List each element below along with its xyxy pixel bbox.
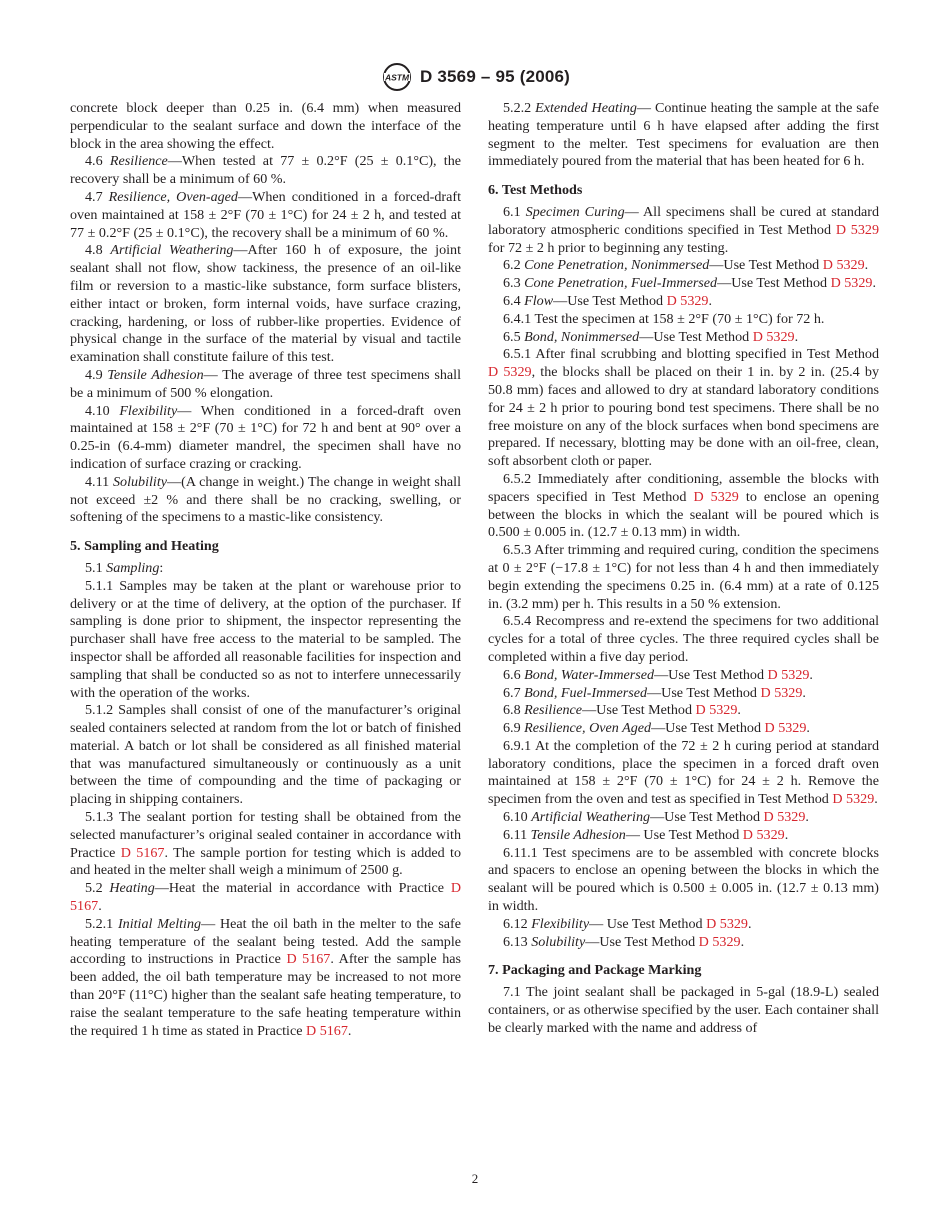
paragraph-4-8: 4.8 Artificial Weathering—After 160 h of exposure, the joint sealant shall not flow, show tackiness, the presence of an oil-like film or reversion to a mastic-like substance, form surface blisters, either intact or broken, form internal voids, have surface crazing, cracking, hardening, or loss of rubber-like properties. Evidence of physical change in the surface of the material by visual and tactile examination shall constitute failure of this test. [70,242,461,366]
page-number: 2 [471,1171,479,1186]
left-column [70,100,461,1040]
paragraph-5-1-1: 5.1.1 Samples may be taken at the plant or warehouse prior to delivery or at the time of delivery, at the option of the purchaser. If sampling is done prior to shipment, the inspector representing the purchaser shall have free access to the material to be sampled. The inspector shall be afforded all reasonable facilities for inspection and sampling that shall be conducted so as not to interfere unnecessarily with the operation of the works. [70,577,461,701]
link-d5329[interactable]: D 5329 [830,275,873,292]
link-d5329[interactable]: D 5329 [752,328,795,345]
paragraph-6-5-1: 6.5.1 After final scrubbing and blotting specified in Test Method D 5329, the blocks shall be placed on their 1 in. by 2 in. (25.4 by 50.8 mm) faces and allowed to dry at standard laboratory conditions for 24 ± 2 h prior to pouring bond test specimens. There shall be no free moisture on any of the block surfaces when bond specimens are prepared. If necessary, blotting may be done with an oil-free, clean, soft absorbent cloth or paper. [488,346,879,470]
paragraph-6-12: 6.12 Flexibility— Use Test Method D 5329. [503,915,752,932]
paragraph-5-1: 5.1 Sampling: [85,559,164,576]
link-d5329[interactable]: D 5329 [832,791,875,808]
paragraph-6-1: 6.1 Specimen Curing— All specimens shall be cured at standard laboratory atmospheric conditions specified in Test Method D 5329 for 72 ± 2 h prior to beginning any testing. [488,203,880,256]
paragraph-6-2: 6.2 Cone Penetration, Nonimmersed—Use Test Method D 5329. [503,257,869,274]
paragraph-6-6: 6.6 Bond, Water-Immersed—Use Test Method D 5329. [503,666,813,683]
right-column [488,100,879,1038]
paragraph-6-3: 6.3 Cone Penetration, Fuel-Immersed—Use Test Method D 5329. [503,275,876,292]
document-designation: D 3569 – 95 (2006) [419,67,571,86]
paragraph-4-9: 4.9 Tensile Adhesion— The average of three test specimens shall be a minimum of 500 % elongation. [70,366,461,401]
paragraph-6-8: 6.8 Resilience—Use Test Method D 5329. [503,702,741,719]
link-d5329[interactable]: D 5329 [742,826,785,843]
paragraph-5-1-3: 5.1.3 The sealant portion for testing shall be obtained from the selected manufacturer’s original sealed container in accordance with Practice D 5167. The sample portion for testing which is added to and heated in the melter shall weigh a minimum of 2500 g. [70,809,461,879]
paragraph-4-11: 4.11 Solubility—(A change in weight.) The change in weight shall not exceed ±2 % and there shall be no cracking, swelling, or softening of the specimens to a mastic-like consistency. [70,473,461,526]
page-header [0,60,950,94]
link-d5329[interactable]: D 5329 [706,915,748,932]
section-7-heading: 7. Packaging and Package Marking [488,962,702,979]
paragraph-6-10: 6.10 Artificial Weathering—Use Test Method D 5329. [503,809,809,826]
paragraph-6-4: 6.4 Flow—Use Test Method D 5329. [503,292,712,309]
section-6-heading: 6. Test Methods [488,182,583,199]
paragraph-6-5-3: 6.5.3 After trimming and required curing, condition the specimens at 0 ± 2°F (−17.8 ± 1°C) for not less than 4 h and then immediately begin extending the specimens 0.25 in. (6.4 mm) at a rate of 0.125 in. (3.2 mm) per h. This results in a 50 % extension. [488,542,879,612]
paragraph-4-6: 4.6 Resilience—When tested at 77 ± 0.2°F (25 ± 0.1°C), the recovery shall be a minimum of 60 %. [70,153,461,188]
paragraph-6-5: 6.5 Bond, Nonimmersed—Use Test Method D 5329. [503,328,799,345]
link-d5167[interactable]: D 5167 [70,880,461,915]
paragraph-6-11: 6.11 Tensile Adhesion— Use Test Method D 5329. [503,826,789,843]
link-d5329[interactable]: D 5329 [760,684,803,701]
section-5-heading: 5. Sampling and Heating [70,538,219,555]
link-d5329[interactable]: D 5329 [695,702,738,719]
logo-text: ASTM [384,72,409,83]
link-d5167[interactable]: D 5167 [120,844,165,861]
paragraph-4-10: 4.10 Flexibility— When conditioned in a forced-draft oven maintained at 158 ± 2°F (70 ± 1°C) for 72 h and bent at 90° over a 0.25-in (6.4-mm) diameter mandrel, the specimen shall have no indication of surface crazing or cracking. [70,402,462,472]
paragraph-4-7: 4.7 Resilience, Oven-aged—When conditioned in a forced-draft oven maintained at 158 ± 2°F (70 ± 1°C) for 24 ± 2 h, and tested at 77 ± 0.2°F (25 ± 0.1°C), the recovery shall be a minimum of 60 %. [70,188,461,241]
link-d5167[interactable]: D 5167 [306,1022,348,1039]
link-d5329[interactable]: D 5329 [767,666,810,683]
paragraph-7-1: 7.1 The joint sealant shall be packaged in 5-gal (18.9-L) sealed containers, or as otherwise specified by the user. Each container shall be clearly marked with the name and address of [488,984,879,1036]
link-d5167[interactable]: D 5167 [286,951,331,968]
paragraph-5-2-1: 5.2.1 Initial Melting— Heat the oil bath in the melter to the safe heating temperature of the sealant being tested. Add the sample according to instructions in Practice D 5167. After the sample has been added, the oil bath temperature may be increased to not more than 20°F (11°C) higher than the sealant safe heating temperature, to raise the sealant temperature to the safe heating temperature within the required 1 h time as stated in Practice D 5167. [70,915,462,1039]
link-d5329[interactable]: D 5329 [822,257,865,274]
astm-logo [380,62,414,92]
paragraph-6-4-1: 6.4.1 Test the specimen at 158 ± 2°F (70 ± 1°C) for 72 h. [503,310,825,327]
paragraph-6-13: 6.13 Solubility—Use Test Method D 5329. [503,933,745,950]
paragraph-5-2: 5.2 Heating—Heat the material in accordance with Practice D 5167. [70,880,461,915]
paragraph-6-9-1: 6.9.1 At the completion of the 72 ± 2 h curing period at standard laboratory conditions, place the specimen in a forced draft oven maintained at 158 ± 2°F (70 ± 1°C) for 24 ± 2 h. Remove the specimen from the oven and test as specified in Test Method D 5329. [488,737,879,808]
link-d5329[interactable]: D 5329 [488,364,532,381]
paragraph-6-11-1: 6.11.1 Test specimens are to be assembled with concrete blocks and spacers to enclose an opening between the blocks in which the sealant will be poured which is 0.500 ± 0.005 in. (12.7 ± 0.13 mm) in width. [488,844,879,915]
paragraph-continued: concrete block deeper than 0.25 in. (6.4 mm) when measured perpendicular to the sealant surface and down the interface of the block in the area showing the effect. [70,100,461,152]
paragraph-5-2-2: 5.2.2 Extended Heating— Continue heating the sample at the safe heating temperature until 6 h have elapsed after adding the first segment to the melter. Test specimens for evaluation are then immediately poured from the material that has been heated for 6 h. [488,100,879,170]
link-d5329[interactable]: D 5329 [698,933,741,950]
link-d5329[interactable]: D 5329 [666,292,709,309]
paragraph-6-7: 6.7 Bond, Fuel-Immersed—Use Test Method D 5329. [503,684,806,701]
link-d5329[interactable]: D 5329 [693,488,739,505]
paragraph-6-5-4: 6.5.4 Recompress and re-extend the specimens for two additional cycles for a total of three cycles. The three required cycles shall be completed within a five day period. [488,613,879,665]
link-d5329[interactable]: D 5329 [764,720,807,737]
paragraph-5-1-2: 5.1.2 Samples shall consist of one of the manufacturer’s original sealed containers selected at random from the lot or batch of finished material. A batch or lot shall be considered as all finished material that was manufactured simultaneously or continuously as a unit between the time of compounding and the time of packaging or placing in shipping containers. [70,702,461,808]
paragraph-6-5-2: 6.5.2 Immediately after conditioning, assemble the blocks with spacers specified in Test Method D 5329 to enclose an opening between the blocks in which the sealant will be poured which is 0.500 ± 0.005 in. (12.7 ± 0.13 mm) in width. [488,470,879,541]
link-d5329[interactable]: D 5329 [835,221,879,238]
link-d5329[interactable]: D 5329 [763,809,806,826]
paragraph-6-9: 6.9 Resilience, Oven Aged—Use Test Method D 5329. [503,720,810,737]
